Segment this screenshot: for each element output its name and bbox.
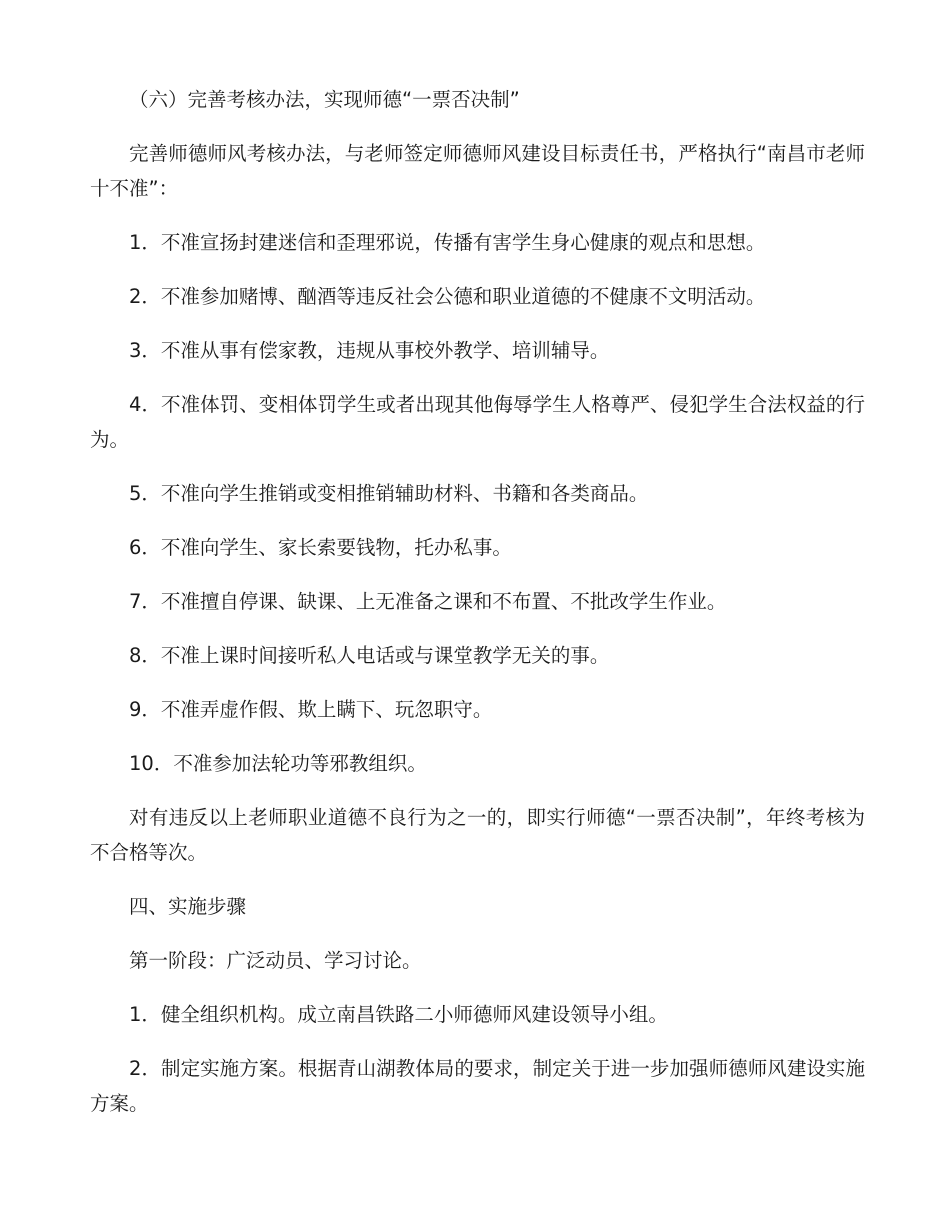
document-body <box>90 82 865 1121</box>
list-item-rule-3: 3．不准从事有偿家教，违规从事校外教学、培训辅导。 <box>129 339 610 362</box>
list-item-rule-2: 2．不准参加赌博、酗酒等违反社会公德和职业道德的不健康不文明活动。 <box>129 285 766 308</box>
list-item-rule-7: 7．不准擅自停课、缺课、上无准备之课和不布置、不批改学生作业。 <box>129 590 727 613</box>
list-item-step-1: 1．健全组织机构。成立南昌铁路二小师德师风建设领导小组。 <box>129 1003 668 1026</box>
paragraph-intro: 完善师德师风考核办法，与老师签定师德师风建设目标责任书，严格执行“南昌市老师十不准”： <box>90 142 865 200</box>
stage-heading-1: 第一阶段：广泛动员、学习讨论。 <box>129 949 422 972</box>
list-item-rule-8: 8．不准上课时间接听私人电话或与课堂教学无关的事。 <box>129 644 610 667</box>
list-item-rule-1: 1．不准宣扬封建迷信和歪理邪说，传播有害学生身心健康的观点和思想。 <box>129 231 766 254</box>
list-item-step-2: 2．制定实施方案。根据青山湖教体局的要求，制定关于进一步加强师德师风建设实施方案。 <box>90 1057 865 1115</box>
list-item-rule-10: 10．不准参加法轮功等邪教组织。 <box>129 752 427 775</box>
list-item-rule-5: 5．不准向学生推销或变相推销辅助材料、书籍和各类商品。 <box>129 482 649 505</box>
list-item-rule-6: 6．不准向学生、家长索要钱物，托办私事。 <box>129 536 512 559</box>
list-item-rule-9: 9．不准弄虚作假、欺上瞒下、玩忽职守。 <box>129 698 493 721</box>
paragraph-veto-rule: 对有违反以上老师职业道德不良行为之一的，即实行师德“一票否决制”，年终考核为不合格等次。 <box>90 806 865 864</box>
section-heading-steps: 四、实施步骤 <box>129 895 247 918</box>
section-heading-assessment: （六）完善考核办法，实现师德“一票否决制” <box>129 88 520 111</box>
list-item-rule-4: 4．不准体罚、变相体罚学生或者出现其他侮辱学生人格尊严、侵犯学生合法权益的行为。 <box>90 393 865 451</box>
